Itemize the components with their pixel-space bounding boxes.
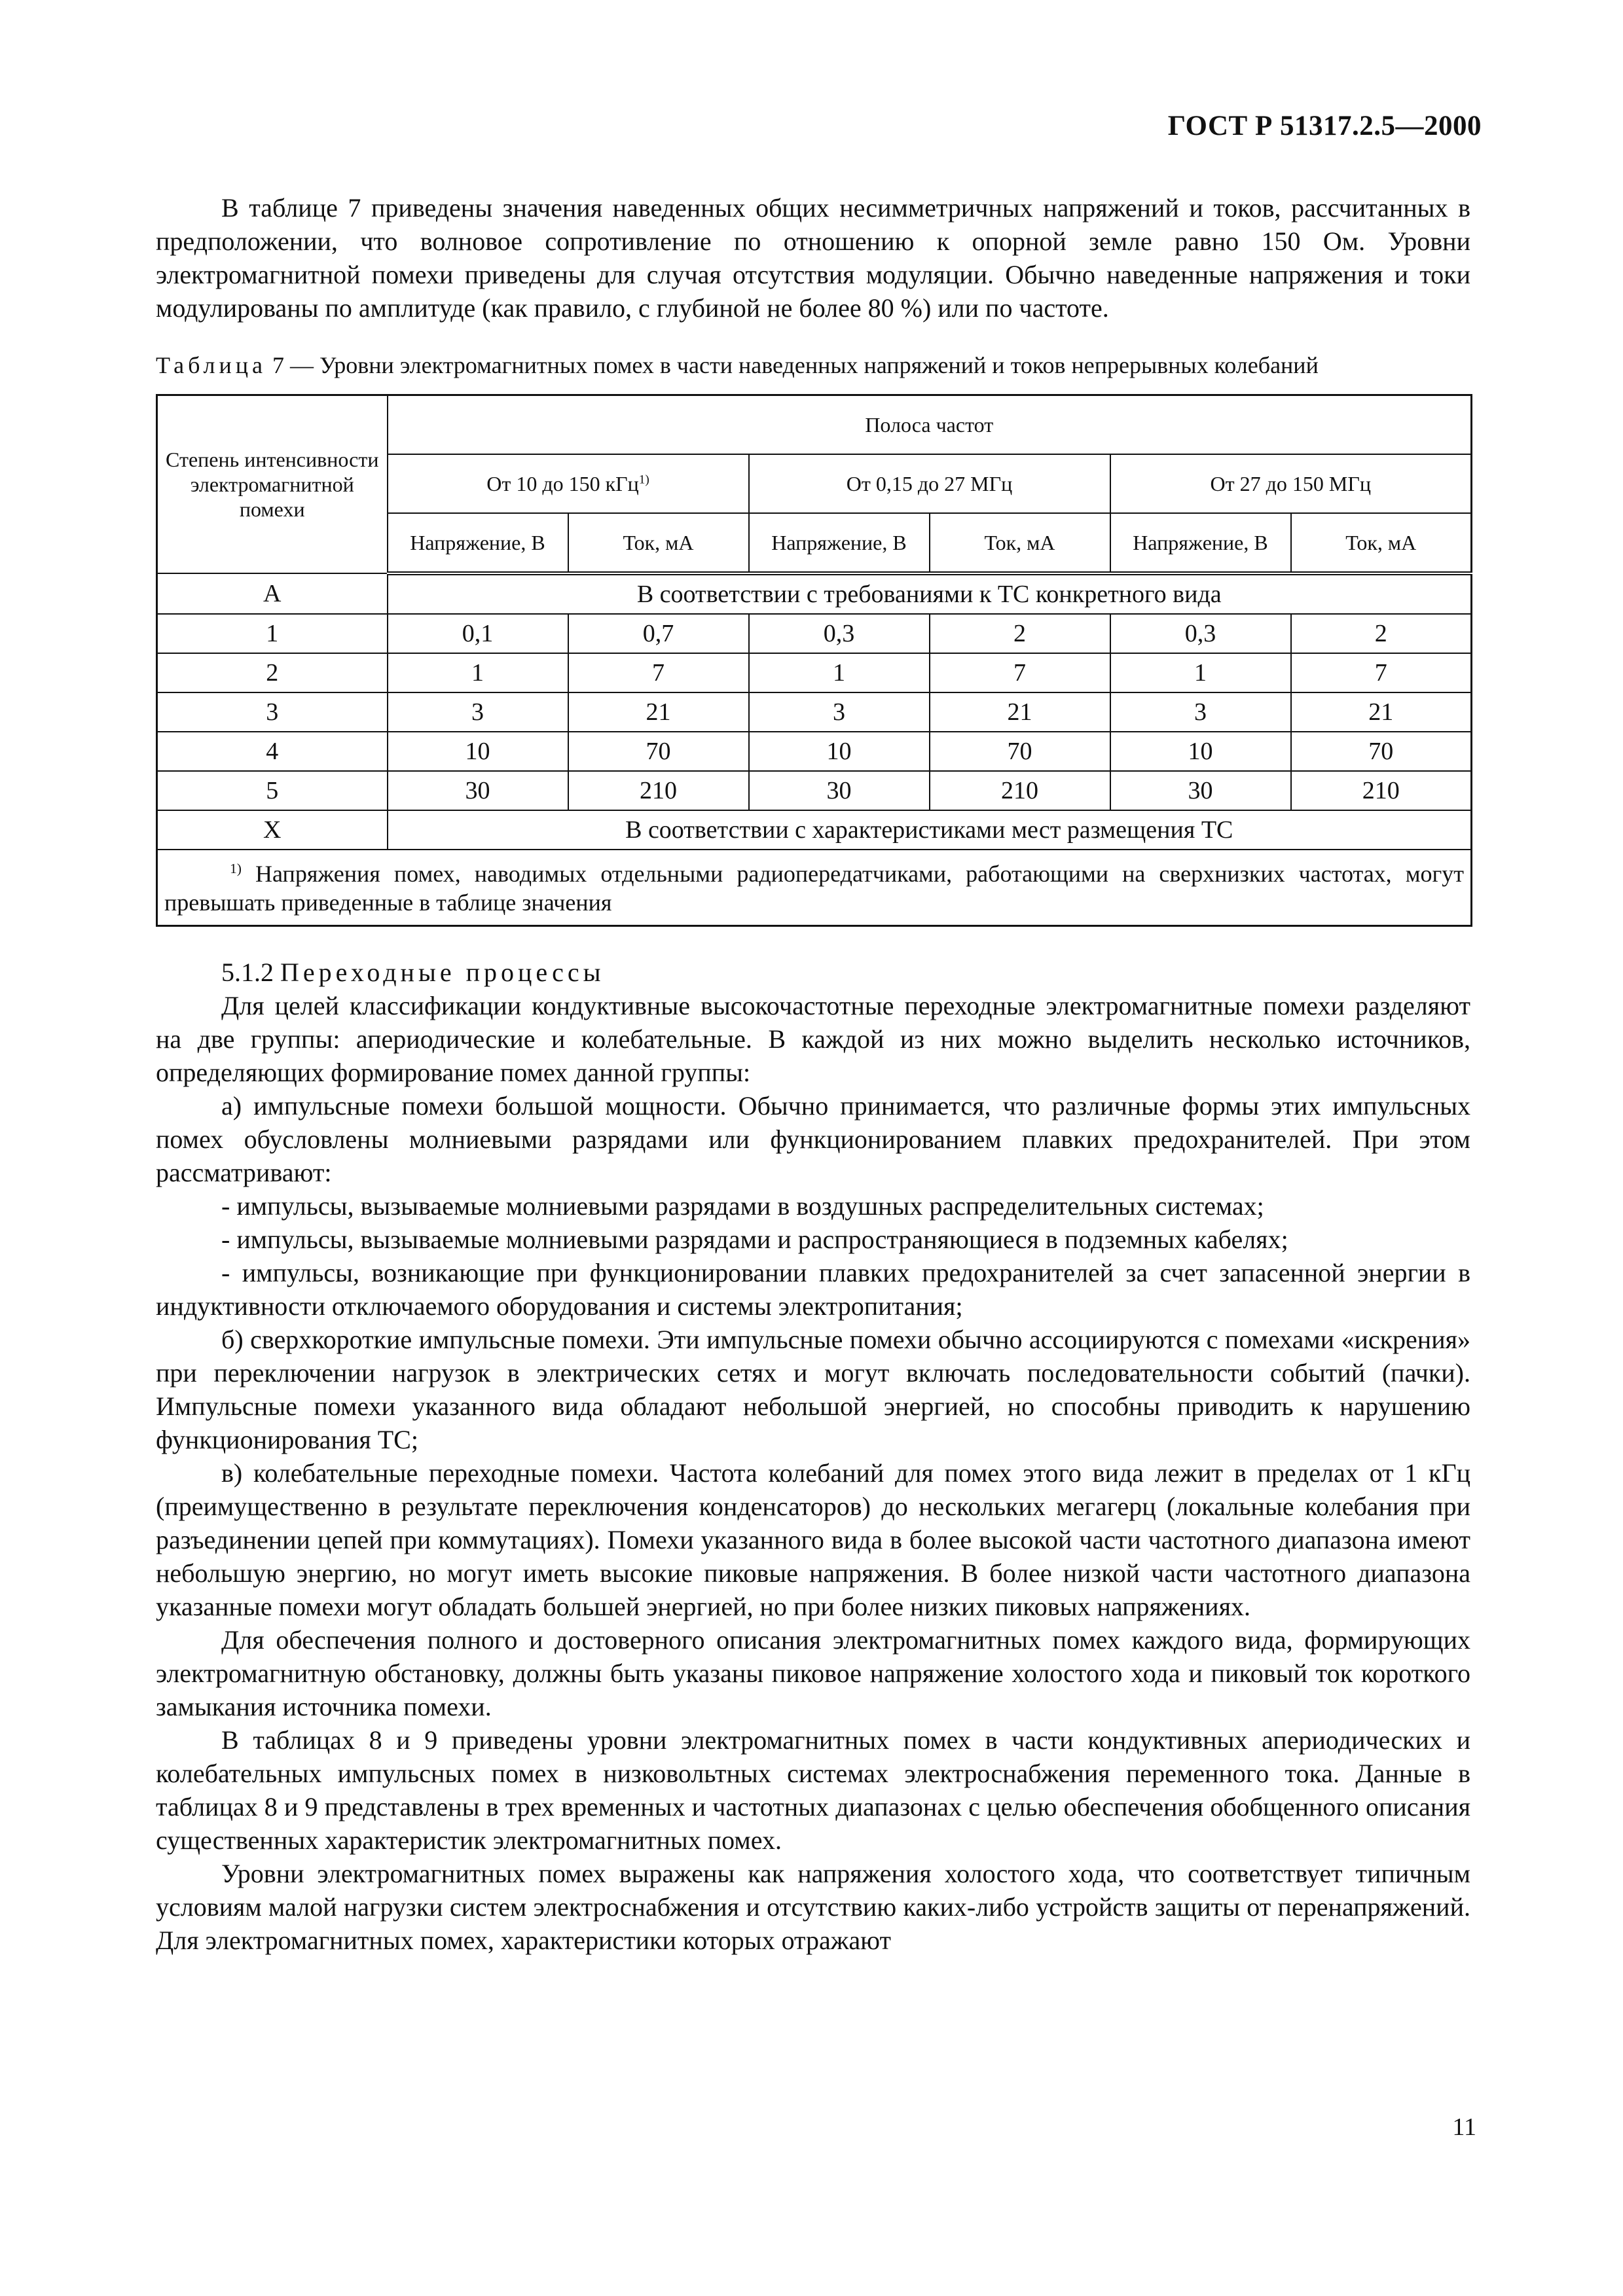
- header-voltage: Напряжение, В: [1110, 513, 1291, 573]
- interference-levels-table: [156, 394, 1472, 927]
- table-cell: 0,7: [568, 614, 749, 653]
- table-cell: 70: [930, 732, 1110, 771]
- body-paragraph: а) импульсные помехи большой мощности. Обычно принимается, что различные формы этих импульсных помех обусловлены молниевыми разрядами или функционированием плавких предохранителей. При этом рассматривают:: [156, 1091, 1470, 1187]
- header-band-3: От 27 до 150 МГц: [1110, 454, 1472, 513]
- table-cell: 210: [1291, 771, 1472, 810]
- table-footnote-row: [157, 850, 1472, 926]
- section-heading: [156, 956, 1470, 989]
- table-cell: 7: [1291, 653, 1472, 692]
- row-label: 5: [157, 771, 388, 810]
- table-cell: 21: [930, 692, 1110, 732]
- table-row: [157, 732, 1472, 771]
- footnote-text: Напряжения помех, наводимых отдельными радиопередатчиками, работающими на сверхнизких частотах, могут превышать приведенные в таблице значения: [164, 861, 1464, 916]
- row-label: 3: [157, 692, 388, 732]
- header-voltage: Напряжение, В: [388, 513, 568, 573]
- row-label: 1: [157, 614, 388, 653]
- table-row: [157, 771, 1472, 810]
- body-paragraph: б) сверхкороткие импульсные помехи. Эти импульсные помехи обычно ассоциируются с помехами «искрения» при переключении нагрузок в электрических сетях и могут включать последовательности событий (пачки). Импульсные помехи указанного вида обладают небольшой энергией, но способны приводить к нарушению функционирования ТС;: [156, 1325, 1470, 1454]
- table-cell: 2: [1291, 614, 1472, 653]
- header-band-1: [388, 454, 749, 513]
- row-merged-text: В соответствии с характеристиками мест размещения ТС: [388, 810, 1472, 850]
- table-cell: 2: [930, 614, 1110, 653]
- table-caption-label: Таблица: [156, 352, 266, 378]
- band-1-footnote-mark: 1): [638, 473, 649, 487]
- table-cell: 210: [568, 771, 749, 810]
- footnote-mark: 1): [230, 861, 242, 876]
- table-cell: 3: [388, 692, 568, 732]
- body-paragraph: В таблицах 8 и 9 приведены уровни электромагнитных помех в части кондуктивных апериодических и колебательных импульсных помех в низковольтных системах электроснабжения переменного тока. Данные в таблицах 8 и 9 представлены в трех временных и частотных диапазонах с целью обеспечения обобщенного описания существенных характеристик электромагнитных помех.: [156, 1725, 1470, 1855]
- list-item: - импульсы, возникающие при функционировании плавких предохранителей за счет запасенной энергии в индуктивности отключаемого оборудования и системы электропитания;: [156, 1258, 1470, 1321]
- header-degree: Степень интенсивности электромагнитной помехи: [157, 395, 388, 574]
- table-row: [157, 653, 1472, 692]
- row-label: 4: [157, 732, 388, 771]
- header-current: Ток, мА: [1291, 513, 1472, 573]
- table-cell: 0,3: [749, 614, 930, 653]
- section-title: Переходные процессы: [280, 958, 605, 987]
- section-number: 5.1.2: [221, 958, 274, 987]
- document-standard-number: ГОСТ Р 51317.2.5—2000: [1167, 111, 1482, 141]
- header-current: Ток, мА: [930, 513, 1110, 573]
- header-voltage: Напряжение, В: [749, 513, 930, 573]
- row-merged-text: В соответствии с требованиями к ТС конкретного вида: [388, 573, 1472, 614]
- table-cell: 3: [749, 692, 930, 732]
- intro-paragraph: В таблице 7 приведены значения наведенных общих несимметричных напряжений и токов, рассчитанных в предположении, что волновое сопротивление по отношению к опорной земле равно 150 Ом. Уровни электромагнитной помехи приведены для случая отсутствия модуляции. Обычно наведенные напряжения и токи модулированы по амплитуде (как правило, с глубиной не более 80 %) или по частоте.: [156, 193, 1470, 323]
- table-cell: 3: [1110, 692, 1291, 732]
- table-cell: 10: [388, 732, 568, 771]
- body-paragraph: Уровни электромагнитных помех выражены как напряжения холостого хода, что соответствует типичным условиям малой нагрузки систем электроснабжения и отсутствию каких-либо устройств защиты от перенапряжений. Для электромагнитных помех, характеристики которых отражают: [156, 1859, 1470, 1955]
- table-row: [157, 810, 1472, 850]
- table-cell: 7: [568, 653, 749, 692]
- table-cell: 30: [388, 771, 568, 810]
- table-cell: 1: [388, 653, 568, 692]
- row-label: А: [157, 573, 388, 614]
- table-cell: 21: [1291, 692, 1472, 732]
- table-row: [157, 692, 1472, 732]
- table-cell: 0,3: [1110, 614, 1291, 653]
- table-caption: [156, 351, 1470, 380]
- row-label: 2: [157, 653, 388, 692]
- table-cell: 70: [568, 732, 749, 771]
- page-content: [156, 191, 1470, 1957]
- table-cell: 30: [749, 771, 930, 810]
- table-cell: 1: [749, 653, 930, 692]
- header-frequency-band: Полоса частот: [388, 395, 1472, 455]
- body-paragraph: в) колебательные переходные помехи. Частота колебаний для помех этого вида лежит в пределах от 1 кГц (преимущественно в результате переключения конденсаторов) до нескольких мегагерц (локальные колебания при разъединении цепей при коммутациях). Помехи указанного вида в более высокой части частотного диапазона имеют небольшую энергию, но могут иметь высокие пиковые напряжения. В более низкой части частотного диапазона указанные помехи могут обладать большей энергией, но при более низких пиковых напряжениях.: [156, 1458, 1470, 1621]
- table-row: [157, 614, 1472, 653]
- body-paragraph: Для целей классификации кондуктивные высокочастотные переходные электромагнитные помехи разделяют на две группы: апериодические и колебательные. В каждой из них можно выделить несколько источников, определяющих формирование помех данной группы:: [156, 991, 1470, 1087]
- table-cell: 70: [1291, 732, 1472, 771]
- page-number: 11: [1452, 2113, 1476, 2141]
- table-row: [157, 573, 1472, 614]
- table-caption-text: 7 — Уровни электромагнитных помех в части наведенных напряжений и токов непрерывных колебаний: [266, 352, 1319, 378]
- table-cell: 30: [1110, 771, 1291, 810]
- band-1-label: От 10 до 150 кГц: [486, 472, 639, 495]
- row-label: X: [157, 810, 388, 850]
- table-footnote: [157, 850, 1472, 926]
- table-cell: 10: [1110, 732, 1291, 771]
- table-cell: 7: [930, 653, 1110, 692]
- header-current: Ток, мА: [568, 513, 749, 573]
- table-cell: 10: [749, 732, 930, 771]
- list-item: - импульсы, вызываемые молниевыми разрядами в воздушных распределительных системах;: [221, 1191, 1264, 1221]
- table-cell: 1: [1110, 653, 1291, 692]
- list-item: - импульсы, вызываемые молниевыми разрядами и распространяющиеся в подземных кабелях;: [221, 1225, 1288, 1254]
- table-cell: 0,1: [388, 614, 568, 653]
- body-paragraph: Для обеспечения полного и достоверного описания электромагнитных помех каждого вида, формирующих электромагнитную обстановку, должны быть указаны пиковое напряжение холостого хода и пиковый ток короткого замыкания источника помехи.: [156, 1625, 1470, 1721]
- table-cell: 21: [568, 692, 749, 732]
- table-cell: 210: [930, 771, 1110, 810]
- header-band-2: От 0,15 до 27 МГц: [749, 454, 1110, 513]
